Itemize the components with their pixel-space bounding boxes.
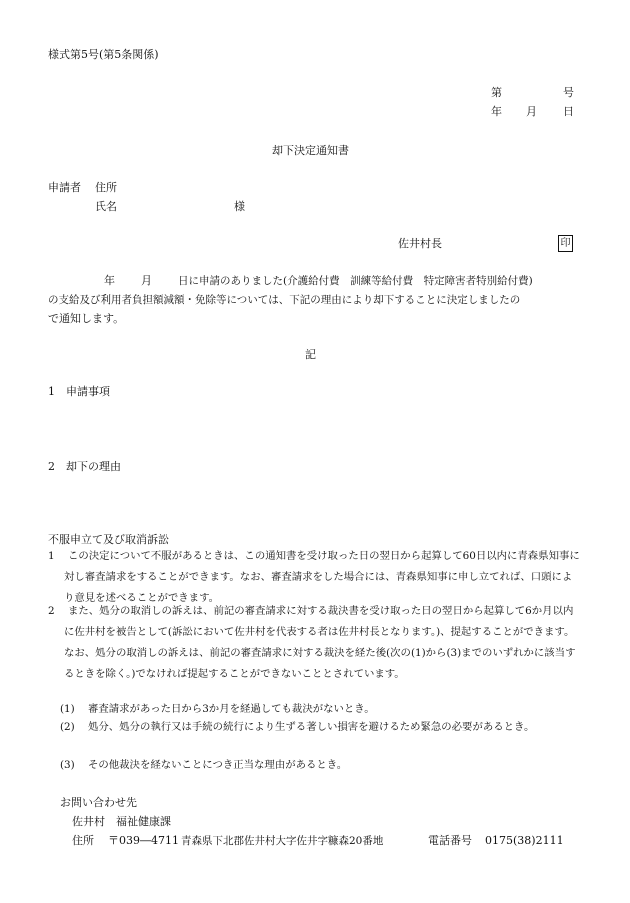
appeal-item-1 xyxy=(48,546,580,609)
date-day: 日 xyxy=(563,105,574,118)
appeal-item-1-number: 1 xyxy=(48,550,55,562)
date-month: 月 xyxy=(526,105,537,118)
issuer-name: 佐井村長 xyxy=(398,237,442,250)
appeal-sub-item xyxy=(60,717,580,738)
contact-address: 青森県下北郡佐井村大字佐井字糠森20番地 xyxy=(181,835,384,847)
contact-phone: 0175(38)2111 xyxy=(485,834,564,847)
appeal-sub-1-number: (1) xyxy=(60,703,75,715)
contact-postal: 〒039―4711 xyxy=(108,834,179,847)
body-line-3: で通知します。 xyxy=(48,312,125,325)
contact-heading: お問い合わせ先 xyxy=(60,796,137,809)
date-year: 年 xyxy=(491,105,502,118)
appeal-sub-item xyxy=(60,755,580,776)
applicant-label: 申請者 xyxy=(48,181,81,194)
name-label: 氏名 xyxy=(95,200,117,213)
contact-address-label: 住所 xyxy=(72,834,94,847)
number-go: 号 xyxy=(563,86,574,99)
appeal-item-2-number: 2 xyxy=(48,605,55,617)
seal-mark: 印 xyxy=(558,235,573,252)
appeal-sub-3-text: その他裁決を経ないことにつき正当な理由があるとき。 xyxy=(88,759,348,771)
section-application-items: 1 申請事項 xyxy=(48,385,110,398)
number-dai: 第 xyxy=(491,86,502,99)
body-date-year: 年 xyxy=(104,274,115,287)
body-line-1: 日に申請のありました(介護給付費 訓練等給付費 特定障害者特別給付費) xyxy=(178,275,533,287)
appeal-sub-3-number: (3) xyxy=(60,759,75,771)
contact-office: 佐井村 福祉健康課 xyxy=(72,815,171,828)
body-date-month: 月 xyxy=(141,274,152,287)
appeal-item-2-text: また、処分の取消しの訴えは、前記の審査請求に対する裁決書を受け取った日の翌日から起算して6か月以内に佐井村を被告として(訴訟において佐井村を代表する者は佐井村長となります。)、提起することができます。なお、処分の取消しの訴えは、前記の審査請求に対する裁決を経た後(次の(1)から(3)までのいずれかに該当するときを除く。)でなければ提起することができないこととされています。 xyxy=(64,605,576,680)
appeal-item-2 xyxy=(48,601,580,685)
appeal-item-1-text: この決定について不服があるときは、この通知書を受け取った日の翌日から起算して60日以内に青森県知事に対し審査請求をすることができます。なお、審査請求をした場合には、青森県知事に申し立てれば、口頭により意見を述べることができます。 xyxy=(64,550,580,604)
appeal-heading: 不服申立て及び取消訴訟 xyxy=(48,533,169,546)
body-line-2: の支給及び利用者負担額減額・免除等については、下記の理由により却下することに決定しましたの xyxy=(48,294,521,306)
address-label: 住所 xyxy=(95,181,117,194)
ki-label: 記 xyxy=(305,348,316,361)
contact-phone-label: 電話番号 xyxy=(428,834,472,847)
appeal-sub-1-text: 審査請求があった日から3か月を経過しても裁決がないとき。 xyxy=(88,703,375,715)
section-rejection-reason: 2 却下の理由 xyxy=(48,460,121,473)
honorific: 様 xyxy=(234,200,245,213)
form-label: 様式第5号(第5条関係) xyxy=(48,48,159,61)
appeal-sub-2-text: 処分、処分の執行又は手続の続行により生ずる著しい損害を避けるため緊急の必要があるとき。 xyxy=(88,721,535,733)
appeal-sub-2-number: (2) xyxy=(60,721,75,733)
document-title: 却下決定通知書 xyxy=(272,144,349,157)
